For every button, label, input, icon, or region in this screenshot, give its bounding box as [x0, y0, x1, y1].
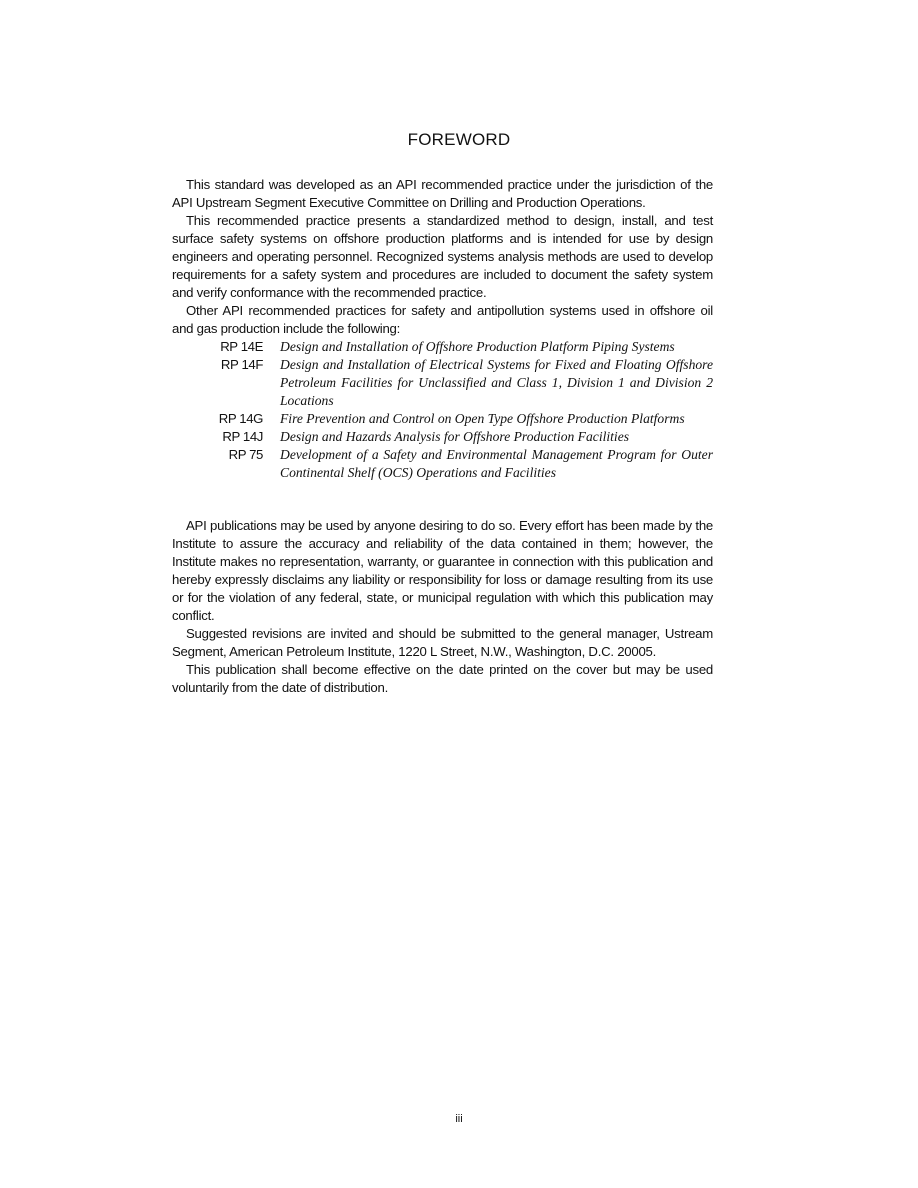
rp-title: Development of a Safety and Environmental Management Program for Outer Continental Shelf (OCS) Operations and Facilities — [280, 447, 713, 480]
closing-paragraph-revisions: Suggested revisions are invited and should be submitted to the general manager, Ustream Segment, American Petroleum Institute, 1220 L Street, N.W., Washington, D.C. 20005. — [172, 626, 713, 659]
list-item — [172, 356, 713, 410]
rp-code: RP 75 — [228, 447, 263, 462]
closing-paragraph-disclaimer: API publications may be used by anyone desiring to do so. Every effort has been made by the Institute to assure the accuracy and reliability of the data contained in them; however, the Institute makes no representation, warranty, or guarantee in connection with this publication and hereby expressly disclaims any liability or responsibility for loss or damage resulting from its use or for the violation of any federal, state, or municipal regulation with which this publication may conflict. — [172, 518, 713, 623]
list-item — [172, 428, 713, 446]
closing-section — [172, 517, 713, 697]
intro-section — [172, 176, 713, 338]
list-item — [172, 446, 713, 482]
rp-title: Design and Installation of Electrical Systems for Fixed and Floating Offshore Petroleum Facilities for Unclassified and Class 1, Division 1 and Division 2 Locations — [280, 357, 713, 408]
rp-title: Design and Installation of Offshore Production Platform Piping Systems — [280, 339, 675, 354]
list-item — [172, 338, 713, 356]
closing-paragraph-effective-date: This publication shall become effective on the date printed on the cover but may be used voluntarily from the date of distribution. — [172, 662, 713, 695]
page-number: iii — [455, 1113, 463, 1125]
rp-code: RP 14F — [220, 357, 263, 372]
list-item — [172, 410, 713, 428]
recommended-practices-list — [172, 338, 713, 482]
rp-code: RP 14J — [222, 429, 263, 444]
intro-paragraph-purpose: This recommended practice presents a standardized method to design, install, and test surface safety systems on offshore production platforms and is intended for use by design engineers and operating personnel. Recognized systems analysis methods are used to develop requirements for a safety system and procedures are included to document the safety system and verify conformance with the recommended practice. — [172, 213, 713, 300]
rp-code: RP 14G — [218, 411, 263, 426]
page-title: FOREWORD — [407, 130, 511, 149]
rp-title: Design and Hazards Analysis for Offshore Production Facilities — [280, 429, 630, 444]
intro-paragraph-jurisdiction: This standard was developed as an API recommended practice under the jurisdiction of the API Upstream Segment Executive Committee on Drilling and Production Operations. — [172, 177, 713, 210]
rp-code: RP 14E — [220, 339, 263, 354]
intro-paragraph-related-practices: Other API recommended practices for safety and antipollution systems used in offshore oil and gas production include the following: — [172, 303, 713, 336]
rp-title: Fire Prevention and Control on Open Type Offshore Production Platforms — [280, 411, 685, 426]
